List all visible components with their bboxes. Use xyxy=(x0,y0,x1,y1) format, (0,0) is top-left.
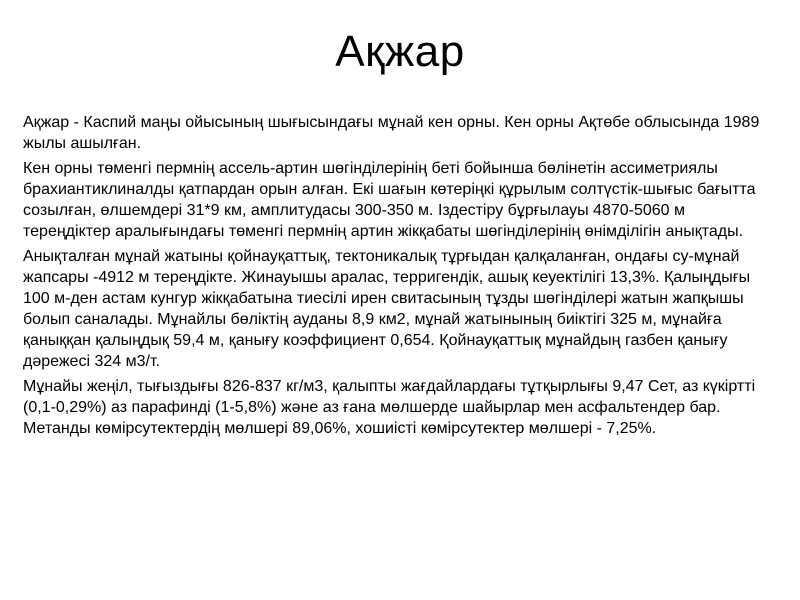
paragraph-oil-properties xyxy=(7,376,775,439)
slide-title: Ақжар xyxy=(335,27,465,76)
paragraph-reservoir xyxy=(7,246,775,372)
paragraph-structure xyxy=(7,158,775,242)
paragraph-text: Мұнайы жеңіл, тығыздығы 826-837 кг/м3, қалыпты жағдайлардағы тұтқырлығы 9,47 Сет, аз күкіртті (0,1-0,29%) аз парафинді (1-5,8%) және аз ғана мөлшерде шайырлар мен асфальтендер бар. Метанды көмірсутектердің мөлшері 89,06%, хошиісті көмірсутектер мөлшері - 7,25%. xyxy=(23,378,756,437)
paragraph-discovery xyxy=(7,112,775,154)
slide-body xyxy=(7,112,775,443)
paragraph-text: Кен орны төменгі пермнің ассель-артин шөгінділерінің беті бойынша бөлінетін ассиметриялы брахиантиклиналды қатпардан орын алған. Екі шағын көтеріңкі құрылым солтүстік-шығыс бағытта созылған, өлшемдері 31*9 км, амплитудасы 300-350 м. Іздестіру бұрғылауы 4870-5060 м тереңдіктер аралығындағы төменгі пермнің артин жікқабаты шөгінділерінің өнімділігін анықтады. xyxy=(23,160,756,240)
paragraph-text: Анықталған мұнай жатыны қойнауқаттық, тектоникалық тұрғыдан қалқаланған, ондағы су-мұнай жапсары -4912 м тереңдікте. Жинауышы аралас, терригендік, ашық кеуектілігі 13,3%. Қалыңдығы 100 м-ден астам кунгур жікқабатына тиесілі ирен свитасының тұзды шөгінділері жатын жапқышы болып саналады. Мұнайлы бөліктің ауданы 8,9 км2, мұнай жатынының биіктігі 325 м, мұнайға қаныққан қалыңдық 59,4 м, қанығу коэффициент 0,654. Қойнауқаттық мұнайдың газбен қанығу дәрежесі 324 м3/т. xyxy=(23,248,751,370)
paragraph-text: Ақжар - Каспий маңы ойысының шығысындағы мұнай кен орны. Кен орны Ақтөбе облысында 1989 жылы ашылған. xyxy=(23,114,760,152)
